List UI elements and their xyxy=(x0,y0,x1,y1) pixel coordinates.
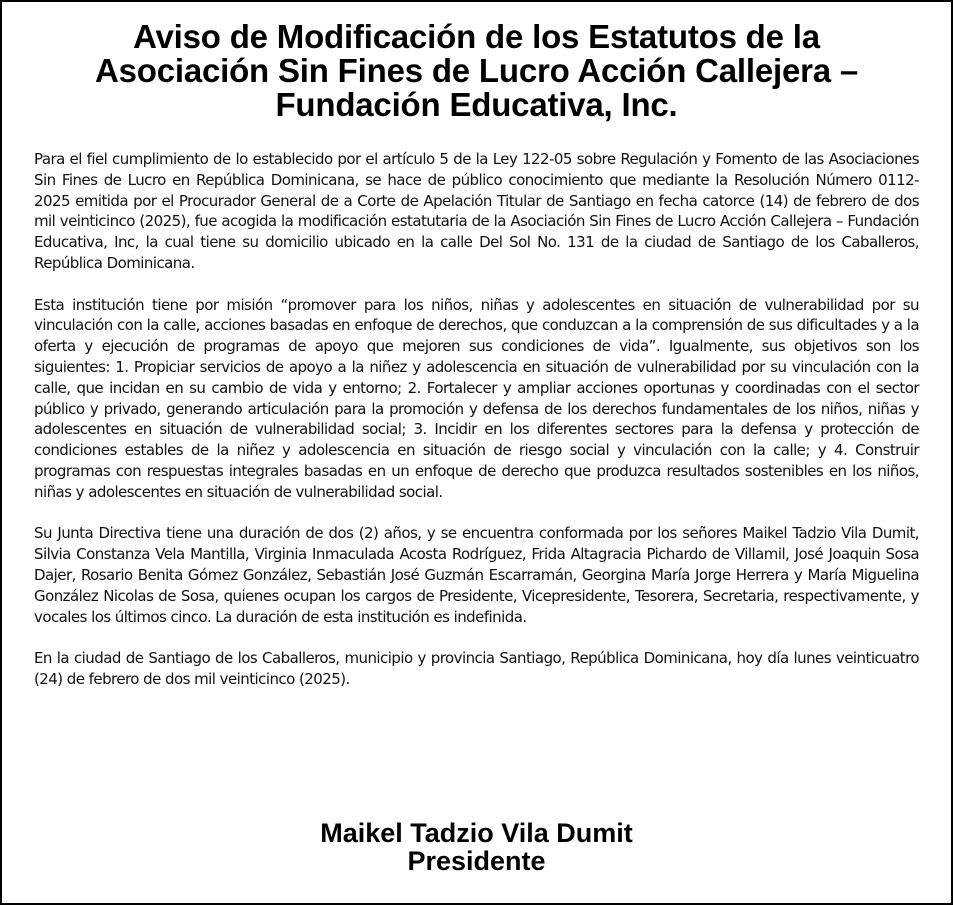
paragraph-place-and-date: En la ciudad de Santiago de los Caballeros, municipio y provincia Santiago, República Dominicana, hoy día lunes veinticuatro (24) de febrero de dos mil veinticinco (2025). xyxy=(34,649,919,688)
notice-title xyxy=(34,20,919,122)
signatory-role: Presidente xyxy=(407,846,546,876)
signature-block xyxy=(2,819,951,875)
signatory-name: Maikel Tadzio Vila Dumit xyxy=(320,818,633,848)
paragraph-mission-objectives: Esta institución tiene por misión “promover para los niños, niñas y adolescentes en situación de vulnerabilidad por su vinculación con la calle, acciones basadas en enfoque de derechos, que conduzcan a la comprensión de sus dificultades y a la oferta y ejecución de programas de apoyo que mejoren sus condiciones de vida”. Igualmente, sus objetivos son los siguientes: 1. Propiciar servicios de apoyo a la niñez y adolescencia en situación de vulnerabilidad por su vinculación con la calle, que incidan en su cambio de vida y entorno; 2. Fortalecer y ampliar acciones oportunas y coordinadas con el sector público y privado, generando articulación para la promoción y defensa de los derechos fundamentales de los niños, niñas y adolescentes en situación de vulnerabilidad social; 3. Incidir en los diferentes sectores para la defensa y protección de condiciones estables de la niñez y adolescencia en situación de riesgo social y vinculación con la calle; y 4. Construir programas con respuestas integrales basadas en un enfoque de derecho que produzca resultados sostenibles en los niños, niñas y adolescentes en situación de vulnerabilidad social. xyxy=(34,295,919,501)
title-line-3: Fundación Educativa, Inc. xyxy=(275,86,678,123)
paragraph-board-of-directors: Su Junta Directiva tiene una duración de dos (2) años, y se encuentra conformada por los señores Maikel Tadzio Vila Dumit, Silvia Constanza Vela Mantilla, Virginia Inmaculada Acosta Rodríguez, Frida Altagracia Pichardo de Villamil, José Joaquin Sosa Dajer, Rosario Benita Gómez González, Sebastián José Guzmán Escarramán, Georgina María Jorge Herrera y María Miguelina González Nicolas de Sosa, quienes ocupan los cargos de Presidente, Vicepresidente, Tesorera, Secretaria, respectivamente, y vocales los últimos cinco. La duración de esta institución es indefinida. xyxy=(34,524,919,626)
title-line-2: Asociación Sin Fines de Lucro Acción Callejera – xyxy=(94,52,859,89)
title-line-1: Aviso de Modificación de los Estatutos de la xyxy=(133,18,820,55)
notice-body xyxy=(34,149,919,690)
paragraph-legal-basis: Para el fiel cumplimiento de lo establecido por el artículo 5 de la Ley 122-05 sobre Regulación y Fomento de las Asociaciones Sin Fines de Lucro en República Dominicana, se hace de público conocimiento que mediante la Resolución Número 0112-2025 emitida por el Procurador General de a Corte de Apelación Titular de Santiago en fecha catorce (14) de febrero de dos mil veinticinco (2025), fue acogida la modificación estatutaria de la Asociación Sin Fines de Lucro Acción Callejera – Fundación Educativa, Inc, la cual tiene su domicilio ubicado en la calle Del Sol No. 131 de la ciudad de Santiago de los Caballeros, República Dominicana. xyxy=(34,150,919,272)
